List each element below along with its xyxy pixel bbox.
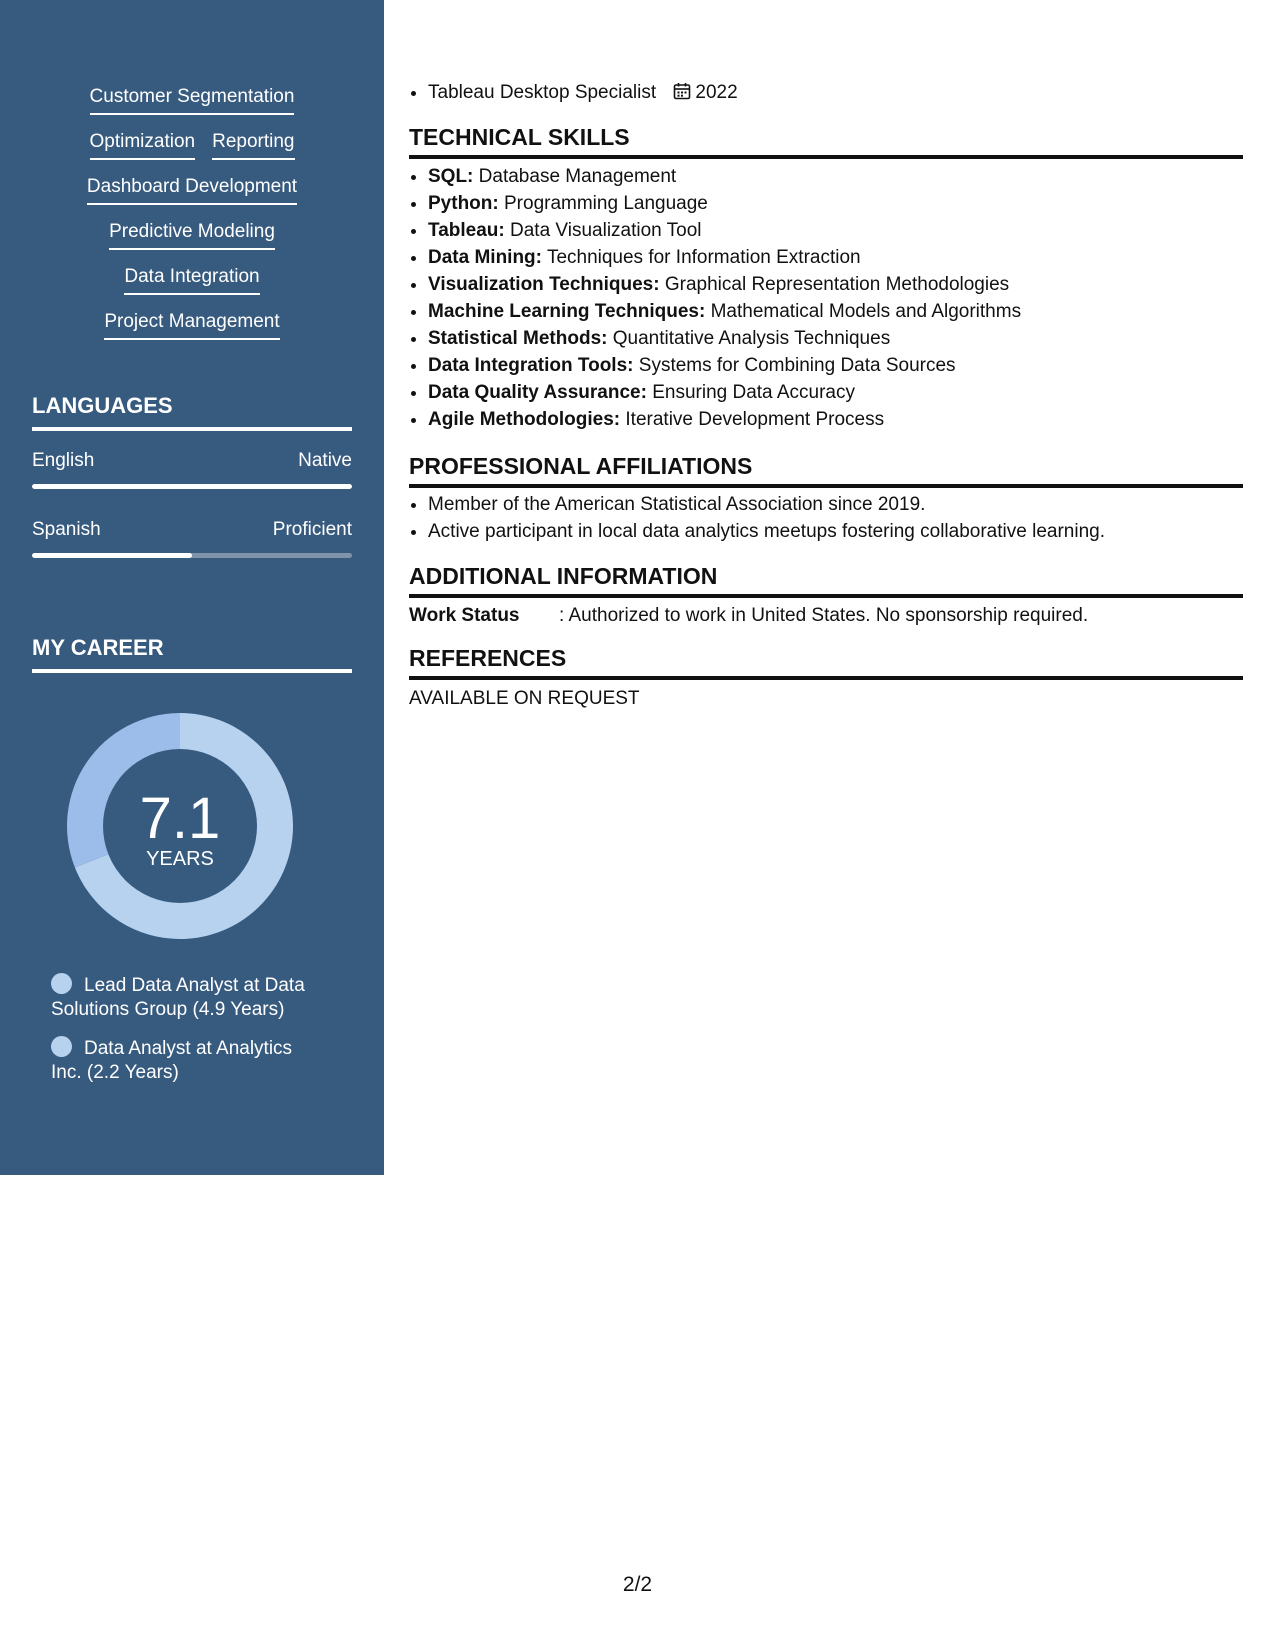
technical-skill-item [428, 379, 1243, 406]
career-total-unit: YEARS [146, 848, 214, 870]
skill-tag: Predictive Modeling [109, 219, 275, 250]
skill-description: Ensuring Data Accuracy [652, 382, 855, 403]
skill-term: Visualization Techniques: [428, 274, 660, 295]
legend-dot-icon [51, 973, 72, 994]
language-level: Proficient [272, 519, 352, 540]
skill-term: Python: [428, 193, 499, 214]
technical-skill-item [428, 217, 1243, 244]
skill-row [0, 129, 384, 174]
additional-info-heading: ADDITIONAL INFORMATION [409, 561, 1243, 598]
technical-skill-item [428, 271, 1243, 298]
skill-term: Agile Methodologies: [428, 409, 621, 430]
skill-tag: Optimization [90, 129, 196, 160]
language-bar [32, 484, 352, 489]
technical-skill-item [428, 163, 1243, 190]
career-role-label: Data Analyst at Analytics Inc. (2.2 Years) [51, 1038, 293, 1083]
technical-skill-item [428, 406, 1243, 433]
affiliation-item: • Member of the American Statistical Association since 2019. [428, 491, 1243, 518]
skill-tag: Reporting [212, 129, 294, 160]
skill-description: Graphical Representation Methodologies [664, 274, 1010, 295]
skill-term: SQL: [428, 166, 474, 187]
career-role-label: Lead Data Analyst at Data Solutions Group (4.9 Years) [51, 975, 305, 1020]
page-number: 2/2 [622, 1573, 653, 1596]
languages-heading: LANGUAGES [32, 391, 352, 431]
skill-description: Programming Language [504, 193, 708, 214]
certification-item [428, 79, 1243, 106]
technical-skill-item [428, 325, 1243, 352]
skill-tag: Dashboard Development [87, 174, 297, 205]
skill-row [0, 264, 384, 309]
skill-term: Statistical Methods: [428, 328, 608, 349]
affiliation-item: • Active participant in local data analytics meetups fostering collaborative learning. [428, 518, 1243, 545]
references-heading: REFERENCES [409, 643, 1243, 680]
work-status-value: : Authorized to work in United States. No sponsorship required. [559, 605, 1089, 626]
skill-description: Mathematical Models and Algorithms [710, 301, 1022, 322]
skill-tag: Customer Segmentation [90, 84, 295, 115]
language-name: English [32, 450, 95, 471]
skill-term: Data Integration Tools: [428, 355, 634, 376]
skill-term: Data Mining: [428, 247, 542, 268]
language-level: Native [298, 450, 352, 471]
skill-row [0, 84, 384, 129]
skill-description: Data Visualization Tool [510, 220, 702, 241]
skill-description: Techniques for Information Extraction [546, 247, 861, 268]
career-total-value: 7.1 [139, 786, 221, 851]
skill-row [0, 174, 384, 219]
career-heading: MY CAREER [32, 633, 352, 673]
career-legend-item [51, 973, 326, 1022]
skill-term: Tableau: [428, 220, 505, 241]
skill-term: Machine Learning Techniques: [428, 301, 706, 322]
language-item [32, 517, 352, 558]
skill-description: Quantitative Analysis Techniques [612, 328, 891, 349]
skill-term: Data Quality Assurance: [428, 382, 647, 403]
technical-skill-item [428, 190, 1243, 217]
references-text: AVAILABLE ON REQUEST [409, 688, 640, 709]
language-name: Spanish [32, 519, 101, 540]
sidebar [0, 0, 384, 1175]
skills-tag-list [0, 84, 384, 354]
language-item [32, 448, 352, 489]
skill-tag: Data Integration [124, 264, 259, 295]
skill-tag: Project Management [104, 309, 279, 340]
skill-row [0, 309, 384, 354]
career-legend-item [51, 1036, 326, 1085]
legend-dot-icon [51, 1036, 72, 1057]
certification-list [428, 79, 1243, 106]
career-donut-chart [67, 713, 293, 939]
language-bar-fill [32, 484, 352, 489]
skill-description: Database Management [478, 166, 677, 187]
language-bar [32, 553, 352, 558]
affiliations-list [428, 491, 1243, 545]
work-status-row [409, 602, 1088, 629]
technical-skill-item [428, 298, 1243, 325]
career-legend [51, 973, 326, 1099]
affiliations-heading: PROFESSIONAL AFFILIATIONS [409, 451, 1243, 488]
certification-name: Tableau Desktop Specialist [428, 82, 657, 103]
technical-skill-item [428, 244, 1243, 271]
technical-skills-list [428, 163, 1243, 433]
technical-skills-heading: TECHNICAL SKILLS [409, 122, 1243, 159]
skill-description: Iterative Development Process [625, 409, 885, 430]
technical-skill-item [428, 352, 1243, 379]
skill-description: Systems for Combining Data Sources [638, 355, 956, 376]
language-bar-fill [32, 553, 192, 558]
calendar-icon [673, 82, 691, 100]
certification-year: 2022 [695, 82, 738, 103]
work-status-label: Work Status [409, 605, 520, 626]
skill-row [0, 219, 384, 264]
